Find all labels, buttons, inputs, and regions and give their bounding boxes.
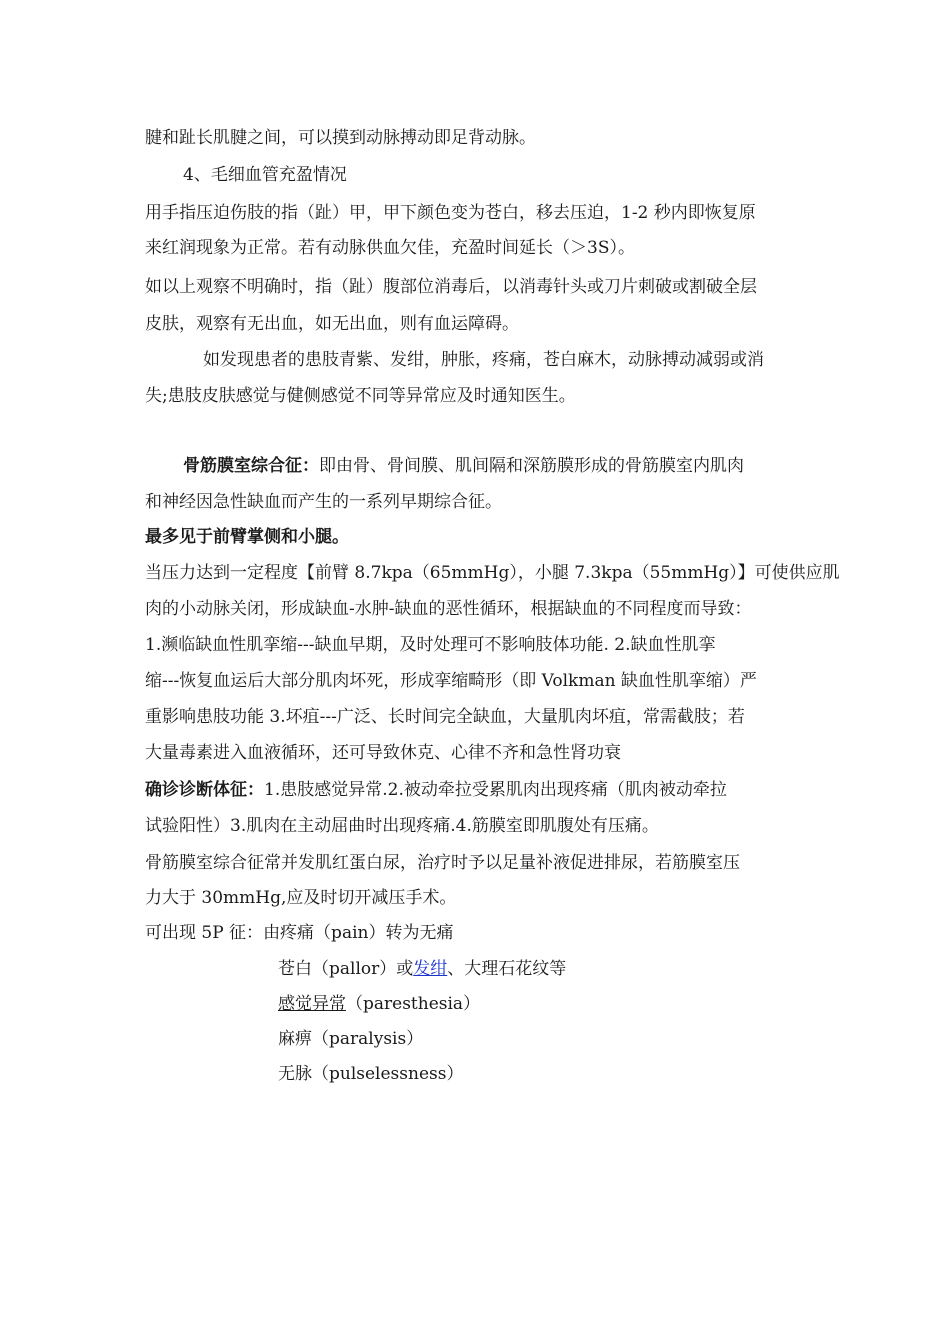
five-p-item: 无脉（pulselessness） (278, 1064, 464, 1084)
section-heading-capillary: 4、毛细血管充盈情况 (183, 165, 347, 185)
text-line: 和神经因急性缺血而产生的一系列早期综合征。 (145, 492, 502, 512)
text-line: 大量毒素进入血液循环，还可导致休克、心律不齐和急性肾功衰 (145, 743, 621, 763)
five-p-lead: 可出现 5P 征： (145, 923, 264, 943)
text-line: 重影响患肢功能 3.坏疽---广泛、长时间完全缺血，大量肌肉坏疽，常需截肢；若 (145, 707, 745, 727)
text-line: 试验阳性）3.肌肉在主动屈曲时出现疼痛.4.筋膜室即肌腹处有压痛。 (145, 816, 659, 836)
text-line: 失;患肢皮肤感觉与健侧感觉不同等异常应及时通知医生。 (145, 386, 576, 406)
text-line: 当压力达到一定程度【前臂 8.7kpa（65mmHg），小腿 7.3kpa（55mmHg）】可使供应肌 (145, 563, 840, 583)
definition-text: 即由骨、骨间膜、肌间隔和深筋膜形成的骨筋膜室内肌肉 (319, 456, 744, 476)
text-line: 力大于 30mmHg,应及时切开减压手术。 (145, 888, 457, 908)
five-p-item (278, 958, 566, 980)
text-line: 用手指压迫伤肢的指（趾）甲，甲下颜色变为苍白，移去压迫，1-2 秒内即恢复原 (145, 203, 756, 223)
text-line: 皮肤，观察有无出血，如无出血，则有血运障碍。 (145, 314, 519, 334)
five-p-text: （paresthesia） (346, 994, 481, 1014)
text-line: 如发现患者的患肢青紫、发绀，肿胀，疼痛，苍白麻木，动脉搏动减弱或消 (203, 350, 764, 370)
five-p-text: 、大理石花纹等 (447, 959, 567, 979)
text-line: 1.濒临缺血性肌挛缩---缺血早期，及时处理可不影响肢体功能. 2.缺血性肌挛 (145, 635, 716, 655)
text-line: 骨筋膜室综合征常并发肌红蛋白尿，治疗时予以足量补液促进排尿，若筋膜室压 (145, 853, 740, 873)
diagnosis-line (145, 779, 727, 801)
five-p-item: 麻痹（paralysis） (278, 1029, 424, 1049)
definition-line (183, 455, 744, 477)
five-p-line (145, 922, 453, 944)
text-line: 来红润现象为正常。若有动脉供血欠佳，充盈时间延长（＞3S）。 (145, 238, 635, 258)
cyanosis-link[interactable]: 发绀 (413, 959, 448, 979)
text-line: 缩---恢复血运后大部分肌肉坏死，形成挛缩畸形（即 Volkman 缺血性肌挛缩）严 (145, 671, 757, 691)
text-line: 如以上观察不明确时，指（趾）腹部位消毒后，以消毒针头或刀片刺破或割破全层 (145, 277, 757, 297)
paresthesia-underlined: 感觉异常 (278, 994, 346, 1014)
term-compartment-syndrome: 骨筋膜室综合征： (183, 456, 319, 476)
five-p-item (278, 993, 480, 1015)
text-line: 腱和趾长肌腱之间，可以摸到动脉搏动即足背动脉。 (145, 128, 536, 148)
text-line: 肉的小动脉关闭，形成缺血-水肿-缺血的恶性循环，根据缺血的不同程度而导致： (145, 599, 752, 619)
five-p-item: 由疼痛（pain）转为无痛 (263, 923, 454, 943)
diagnosis-text: 1.患肢感觉异常.2.被动牵拉受累肌肉出现疼痛（肌肉被动牵拉 (264, 780, 727, 800)
diagnosis-label: 确诊诊断体征： (145, 780, 264, 800)
bold-note: 最多见于前臂掌侧和小腿。 (145, 527, 349, 547)
five-p-text: 苍白（pallor）或 (278, 959, 414, 979)
